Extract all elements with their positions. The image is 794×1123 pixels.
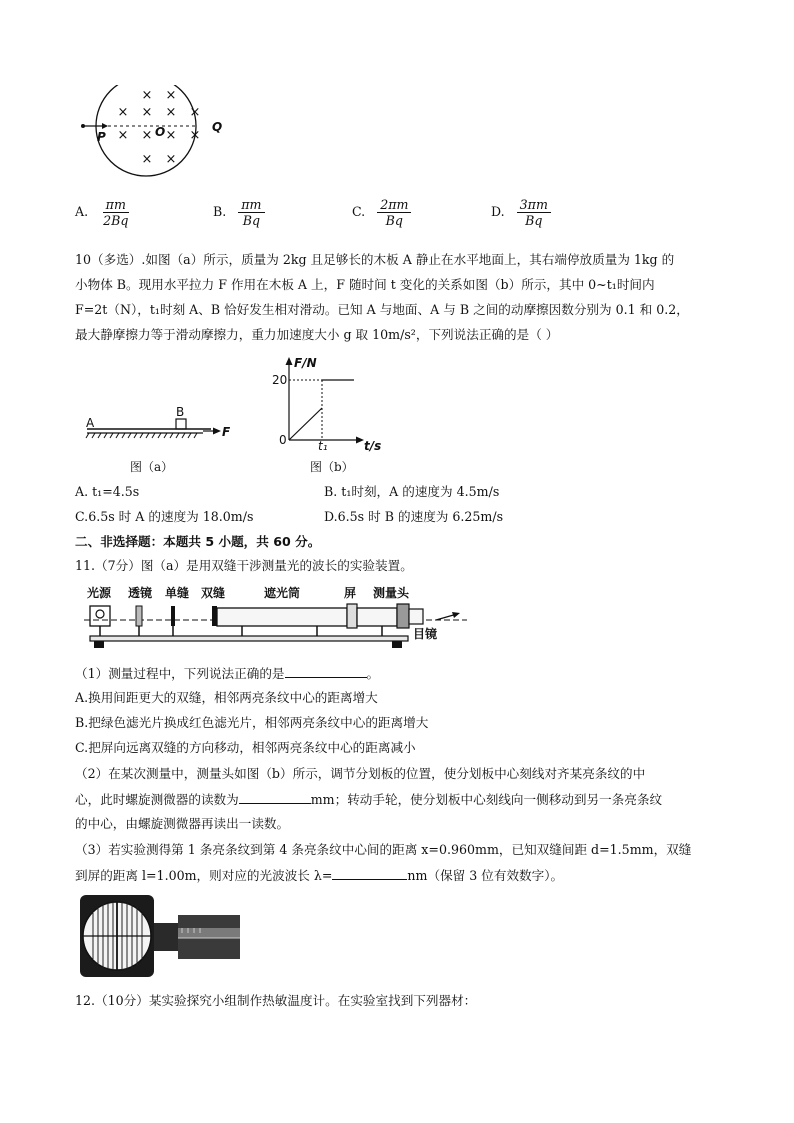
cross-mark: × — [141, 88, 153, 103]
x-tick-t1: t₁ — [318, 439, 328, 452]
q11-option-b[interactable]: B.把绿色滤光片换成红色滤光片，相邻两亮条纹中心的距离增大 — [75, 715, 429, 730]
q10-option-b[interactable]: B. t₁时刻，A 的速度为 4.5m/s — [324, 484, 500, 499]
fig-a-caption: 图（a） — [130, 460, 174, 474]
cross-mark: × — [189, 105, 201, 120]
cross-mark: × — [165, 88, 177, 103]
x-axis-label: t/s — [364, 439, 382, 452]
point-p-label: P — [97, 130, 106, 144]
magnetic-field-figure — [75, 85, 235, 180]
cross-mark: × — [165, 105, 177, 120]
label-a: A — [86, 416, 95, 430]
q9-option-a[interactable]: A. $\frac{\pi m}{2Bq}$ — [75, 197, 129, 228]
cross-mark: × — [117, 105, 129, 120]
q10-text-line: 10（多选）.如图（a）所示，质量为 2kg 且足够长的木板 A 静止在水平地面上，其右端停放质量为 1kg 的 — [75, 252, 675, 267]
q10-text-line: 小物体 B。现用水平拉力 F 作用在木板 A 上，F 随时间 t 变化的关系如图（b）所示，其中 0~t₁时间内 — [75, 277, 655, 292]
q11-option-c[interactable]: C.把屏向远离双缝的方向移动，相邻两亮条纹中心的距离减小 — [75, 740, 416, 755]
point-q-label: Q — [212, 120, 223, 134]
label-f: F — [222, 425, 231, 439]
fig-b-caption: 图（b） — [310, 460, 354, 474]
cross-mark: × — [165, 128, 177, 143]
cross-mark: × — [165, 152, 177, 167]
label-screen: 屏 — [344, 586, 357, 600]
force-time-graph — [270, 352, 385, 452]
q11-intro: 11.（7分）图（a）是用双缝干涉测量光的波长的实验装置。 — [75, 558, 413, 573]
q10-text-line: 最大静摩擦力等于滑动摩擦力，重力加速度大小 g 取 10m/s²，下列说法正确的是（ ） — [75, 327, 559, 342]
cross-mark: × — [141, 152, 153, 167]
answer-blank-1[interactable] — [285, 665, 367, 678]
q10-option-d[interactable]: D.6.5s 时 B 的速度为 6.25m/s — [324, 509, 504, 524]
q11-option-a[interactable]: A.换用间距更大的双缝，相邻两亮条纹中心的距离增大 — [75, 690, 378, 705]
double-slit-apparatus — [82, 600, 472, 650]
q11-part2-line: （2）在某次测量中，测量头如图（b）所示，调节分划板的位置，使分划板中心刻线对齐某亮条纹的中 — [75, 766, 646, 781]
q11-part2-line: 的中心，由螺旋测微器再读出一读数。 — [75, 816, 290, 831]
cross-mark: × — [117, 128, 129, 143]
cross-mark: × — [141, 128, 153, 143]
point-o-label: O — [155, 125, 166, 139]
q10-option-c[interactable]: C.6.5s 时 A 的速度为 18.0m/s — [75, 509, 254, 524]
y-tick-20: 20 — [272, 373, 288, 387]
q11-part1: （1）测量过程中，下列说法正确的是 。 — [75, 666, 380, 681]
q10-text-line: F=2t（N），t₁时刻 A、B 恰好发生相对滑动。已知 A 与地面、A 与 B 之间的动摩擦因数分别为 0.1 和 0.2， — [75, 302, 689, 317]
label-double-slit: 双缝 — [201, 586, 226, 600]
label-b: B — [176, 405, 185, 419]
q9-option-d[interactable]: D. $\frac{3\pi m}{Bq}$ — [491, 197, 551, 228]
label-lens: 透镜 — [128, 586, 153, 600]
y-axis-label: F/N — [294, 356, 317, 370]
answer-blank-3[interactable] — [332, 867, 407, 880]
label-single-slit: 单缝 — [165, 586, 190, 600]
q11-part2-line: 心，此时螺旋测微器的读数为 mm；转动手轮，使分划板中心刻线向一侧移动到另一条亮条纹 — [75, 792, 663, 807]
board-block-figure — [80, 405, 240, 445]
q9-option-b[interactable]: B. $\frac{\pi m}{Bq}$ — [213, 197, 265, 228]
q10-option-a[interactable]: A. t₁=4.5s — [75, 484, 140, 499]
label-tube: 遮光筒 — [264, 586, 301, 600]
answer-blank-2[interactable] — [239, 791, 311, 804]
measuring-head-figure — [78, 893, 240, 979]
cross-mark: × — [141, 105, 153, 120]
q11-part3-line: 到屏的距离 l=1.00m，则对应的光波波长 λ= nm（保留 3 位有效数字）。 — [75, 868, 564, 883]
section2-heading: 二、非选择题：本题共 5 小题，共 60 分。 — [75, 534, 321, 549]
cross-mark: × — [189, 128, 201, 143]
q12-intro: 12.（10分）某实验探究小组制作热敏温度计。在实验室找到下列器材： — [75, 993, 477, 1008]
label-eyepiece: 目镜 — [413, 627, 438, 641]
label-measuring-head: 测量头 — [373, 586, 410, 600]
origin-label: 0 — [279, 433, 287, 447]
q9-option-c[interactable]: C. $\frac{2\pi m}{Bq}$ — [352, 197, 411, 228]
q11-part3-line: （3）若实验测得第 1 条亮条纹到第 4 条亮条纹中心间的距离 x=0.960mm，已知双缝间距 d=1.5mm，双缝 — [75, 842, 692, 857]
label-light-source: 光源 — [87, 586, 112, 600]
